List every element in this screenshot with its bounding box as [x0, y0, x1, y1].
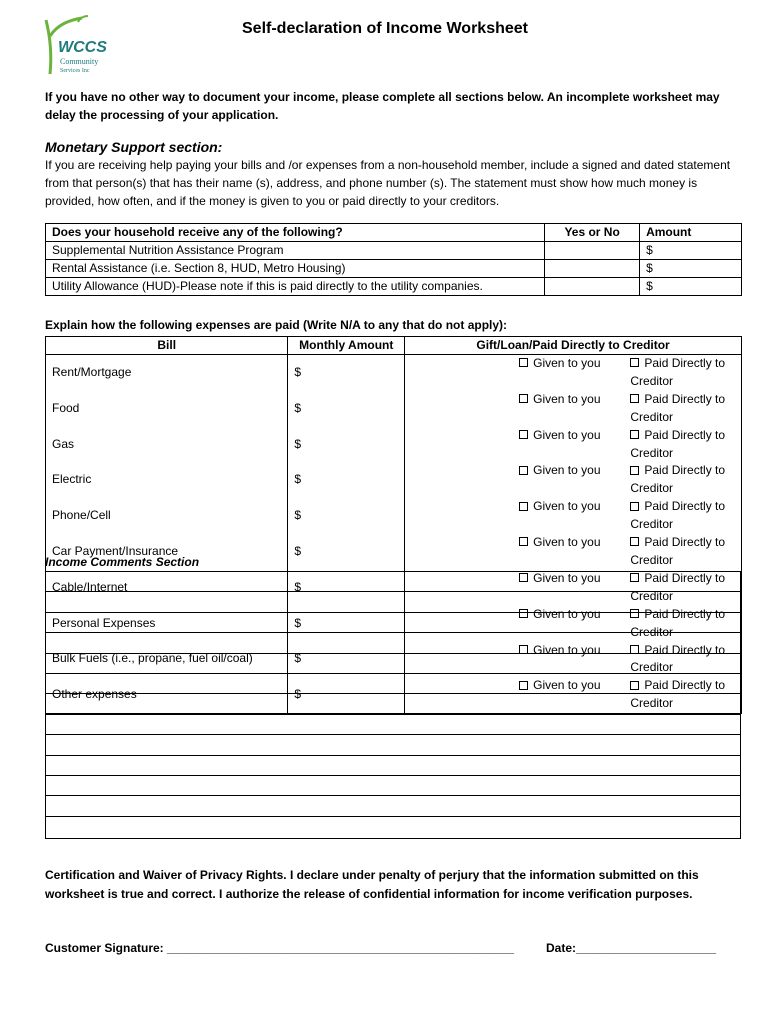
- table-row: [46, 427, 742, 463]
- given-to-you-label: Given to you: [533, 356, 601, 370]
- table-row: [46, 391, 742, 427]
- given-to-you-option[interactable]: [411, 534, 608, 570]
- logo-line2: Services Inc: [60, 68, 90, 74]
- comment-line[interactable]: [46, 694, 740, 714]
- comment-line[interactable]: [46, 796, 740, 816]
- expense-amount-field[interactable]: $: [288, 498, 405, 534]
- expense-method-cell: [405, 498, 742, 534]
- paid-directly-option[interactable]: [608, 498, 735, 534]
- given-to-you-label: Given to you: [533, 606, 601, 621]
- checkbox-icon[interactable]: [630, 358, 639, 367]
- given-to-you-label: Given to you: [533, 535, 601, 550]
- expense-bill: Food: [46, 391, 288, 427]
- expense-amount-field[interactable]: $: [288, 570, 405, 606]
- table-row: [46, 242, 742, 260]
- ex-header-method: Gift/Loan/Paid Directly to Creditor: [405, 337, 742, 355]
- given-to-you-option[interactable]: [411, 462, 608, 498]
- expense-bill: Rent/Mortgage: [46, 355, 288, 391]
- expense-bill: Personal Expenses: [46, 606, 288, 642]
- given-to-you-label: Given to you: [533, 678, 601, 693]
- paid-directly-label: Paid Directly to Creditor: [630, 427, 726, 460]
- monetary-heading: Monetary Support section:: [45, 139, 223, 155]
- ms-yesno-field[interactable]: [545, 242, 640, 260]
- comment-line[interactable]: [46, 715, 740, 735]
- paid-directly-label: Paid Directly to Creditor: [630, 463, 726, 496]
- ex-header-amount: Monthly Amount: [288, 337, 405, 355]
- ms-item: Rental Assistance (i.e. Section 8, HUD, Metro Housing): [46, 260, 545, 278]
- expense-bill: Gas: [46, 427, 288, 463]
- ms-header-amount: Amount: [640, 224, 742, 242]
- checkbox-icon[interactable]: [519, 430, 528, 439]
- expense-amount-field[interactable]: $: [288, 462, 405, 498]
- ms-amount-field[interactable]: $: [640, 242, 742, 260]
- paid-directly-label: Paid Directly to Creditor: [630, 570, 726, 603]
- table-row: [46, 498, 742, 534]
- comment-line[interactable]: [46, 756, 740, 776]
- paid-directly-label: Paid Directly to Creditor: [630, 606, 726, 639]
- monetary-support-table: [45, 223, 742, 296]
- expense-method-cell: [405, 391, 742, 427]
- logo-line1: Community: [60, 57, 99, 66]
- intro-text: If you have no other way to document your income, please complete all sections below. An incomplete worksheet may delay the processing of your application.: [45, 90, 720, 122]
- signature-line[interactable]: Customer Signature: ____________________________________________________: [45, 941, 515, 955]
- comment-line[interactable]: [46, 735, 740, 755]
- comment-line[interactable]: [46, 592, 740, 612]
- comment-line[interactable]: [46, 817, 740, 837]
- expense-bill: Phone/Cell: [46, 498, 288, 534]
- comment-line[interactable]: [46, 776, 740, 796]
- given-to-you-label: Given to you: [533, 499, 601, 514]
- expense-amount-field[interactable]: $: [288, 606, 405, 642]
- table-row: [46, 355, 742, 391]
- given-to-you-option[interactable]: [411, 498, 608, 534]
- expense-bill: Cable/Internet: [46, 570, 288, 606]
- paid-directly-option[interactable]: [608, 355, 735, 391]
- checkbox-icon[interactable]: [519, 358, 528, 367]
- comment-line[interactable]: [46, 674, 740, 694]
- ms-header-item: Does your household receive any of the following?: [46, 224, 545, 242]
- table-row: [46, 462, 742, 498]
- paid-directly-label: Paid Directly to Creditor: [630, 499, 726, 532]
- checkbox-icon[interactable]: [519, 537, 528, 546]
- paid-directly-label: Paid Directly to Creditor: [630, 535, 726, 567]
- expense-amount-field[interactable]: $: [288, 391, 405, 427]
- ms-yesno-field[interactable]: [545, 278, 640, 296]
- expense-amount-field[interactable]: $: [288, 427, 405, 463]
- ms-yesno-field[interactable]: [545, 260, 640, 278]
- expense-amount-field[interactable]: $: [288, 677, 405, 713]
- ex-header-bill: Bill: [46, 337, 288, 355]
- given-to-you-label: Given to you: [533, 391, 601, 406]
- given-to-you-option[interactable]: [411, 391, 608, 427]
- comment-line[interactable]: [46, 654, 740, 674]
- given-to-you-option[interactable]: [411, 427, 608, 463]
- date-line[interactable]: Date:_____________________: [546, 941, 717, 955]
- checkbox-icon[interactable]: [630, 430, 639, 439]
- checkbox-icon[interactable]: [519, 394, 528, 403]
- page-title: Self-declaration of Income Worksheet: [242, 20, 528, 37]
- paid-directly-option[interactable]: [608, 391, 735, 427]
- checkbox-icon[interactable]: [519, 502, 528, 511]
- paid-directly-option[interactable]: [608, 427, 735, 463]
- expense-amount-field[interactable]: $: [288, 642, 405, 678]
- comments-heading: Income Comments Section: [45, 555, 200, 569]
- table-row: [46, 278, 742, 296]
- paid-directly-option[interactable]: [608, 534, 735, 570]
- expense-method-cell: [405, 462, 742, 498]
- expense-bill: Bulk Fuels (i.e., propane, fuel oil/coal): [46, 642, 288, 678]
- ms-amount-field[interactable]: $: [640, 260, 742, 278]
- expense-method-cell: [405, 534, 742, 570]
- expense-amount-field[interactable]: $: [288, 355, 405, 391]
- given-to-you-option[interactable]: [411, 355, 608, 391]
- ms-amount-field[interactable]: $: [640, 278, 742, 296]
- given-to-you-label: Given to you: [533, 427, 601, 442]
- checkbox-icon[interactable]: [630, 537, 639, 546]
- expense-bill: Car Payment/Insurance: [46, 534, 288, 570]
- ms-item: Utility Allowance (HUD)-Please note if this is paid directly to the utility companies.: [46, 278, 545, 296]
- checkbox-icon[interactable]: [630, 502, 639, 511]
- given-to-you-label: Given to you: [533, 642, 601, 657]
- comment-line[interactable]: [46, 613, 740, 633]
- comment-line[interactable]: [46, 572, 740, 592]
- expense-method-cell: [405, 427, 742, 463]
- ms-item: Supplemental Nutrition Assistance Program: [46, 242, 545, 260]
- expense-bill: Other expenses: [46, 677, 288, 713]
- certification-text: Certification and Waiver of Privacy Rights. I declare under penalty of perjury that the information submitted on this worksheet is true and correct. I authorize the release of confidential information for income verification purposes.: [45, 868, 699, 901]
- checkbox-icon[interactable]: [630, 394, 639, 403]
- given-to-you-label: Given to you: [533, 570, 601, 585]
- paid-directly-option[interactable]: [608, 462, 735, 498]
- paid-directly-label: Paid Directly to Creditor: [630, 356, 726, 388]
- given-to-you-label: Given to you: [533, 463, 601, 478]
- ms-header-yesno: Yes or No: [545, 224, 640, 242]
- checkbox-icon[interactable]: [519, 466, 528, 475]
- expense-method-cell: [405, 355, 742, 391]
- expense-amount-field[interactable]: $: [288, 534, 405, 570]
- table-row: [46, 260, 742, 278]
- monetary-paragraph: If you are receiving help paying your bills and /or expenses from a non-household member, include a signed and dated statement from that person(s) that has their name (s), address, and phone number (s). The statement must show how much money is provided, how often, and if the money is given to you or paid directly to your creditors.: [45, 158, 731, 208]
- comment-line[interactable]: [46, 633, 740, 653]
- paid-directly-label: Paid Directly to Creditor: [630, 642, 726, 675]
- expenses-heading: Explain how the following expenses are paid (Write N/A to any that do not apply):: [45, 318, 508, 332]
- paid-directly-label: Paid Directly to Creditor: [630, 678, 726, 711]
- checkbox-icon[interactable]: [630, 466, 639, 475]
- paid-directly-label: Paid Directly to Creditor: [630, 391, 726, 424]
- comments-box[interactable]: [45, 571, 741, 839]
- logo-wordmark: WCCS: [58, 39, 107, 56]
- expense-bill: Electric: [46, 462, 288, 498]
